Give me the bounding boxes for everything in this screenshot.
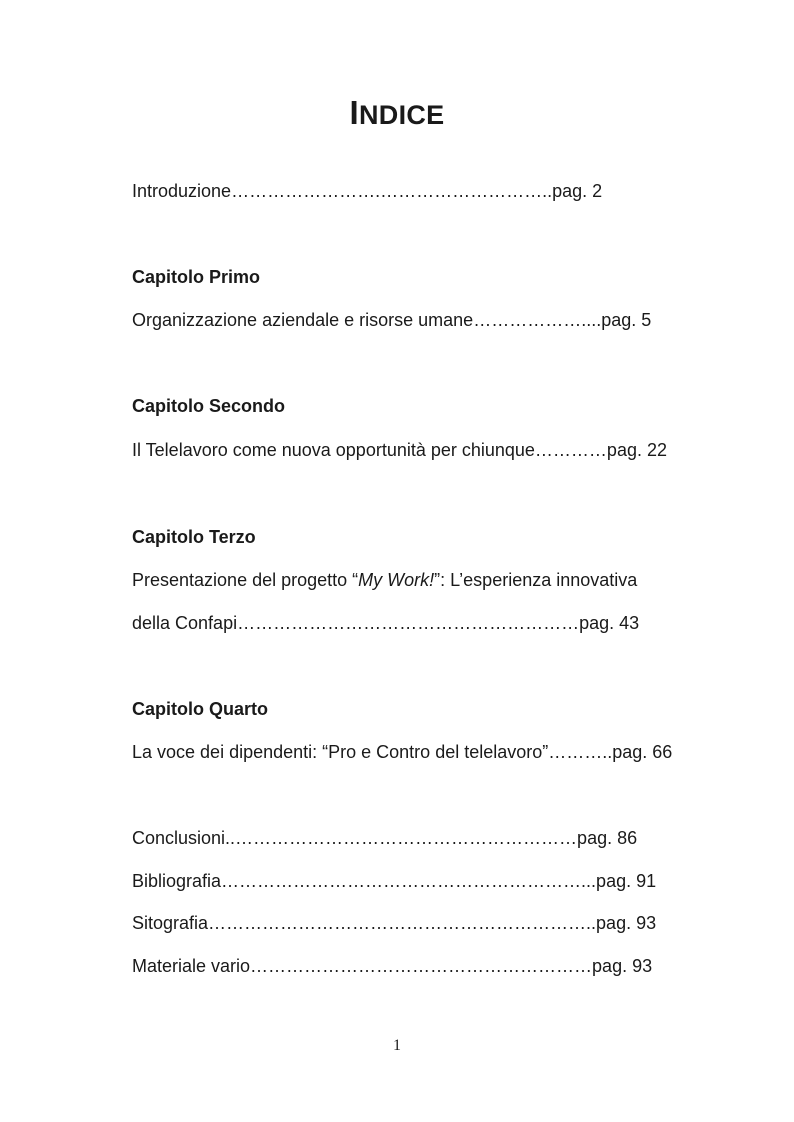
toc-entry-capitolo-3-text-a: Presentazione del progetto “ (132, 570, 359, 590)
page-number: 1 (393, 1037, 401, 1054)
toc-entry-capitolo-1: Organizzazione aziendale e risorse umane………………....pag. 5 (132, 310, 652, 330)
title-initial: I (349, 94, 359, 131)
toc-entry-bibliografia: Bibliografia……………………………………………………...pag. 91 (132, 871, 657, 891)
toc-entry-sitografia: Sitografia………………………………………………………..pag. 93 (132, 913, 657, 933)
toc-entry-conclusioni: Conclusioni..…………………………………………………pag. 86 (132, 828, 638, 848)
toc-entry-capitolo-3-italic: My Work! (358, 570, 435, 590)
toc-entry-capitolo-3 (132, 569, 637, 591)
toc-entry-capitolo-3-text-b: ”: L’esperienza innovativa (434, 570, 638, 590)
toc-entry-capitolo-2: Il Telelavoro come nuova opportunità per chiunque…………pag. 22 (132, 440, 667, 460)
toc-entry-materiale-vario: Materiale vario…………………………………………………pag. 93 (132, 956, 653, 976)
chapter-heading-4: Capitolo Quarto (132, 699, 268, 719)
title-rest: NDICE (358, 100, 445, 130)
page-title (0, 94, 794, 132)
chapter-heading-3: Capitolo Terzo (132, 527, 256, 547)
chapter-heading-2: Capitolo Secondo (132, 396, 285, 416)
toc-entry-capitolo-3-continuation: della Confapi…………………………………………………pag. 43 (132, 613, 640, 633)
toc-entry-introduzione: Introduzione…………………….………………………..pag. 2 (132, 181, 603, 201)
chapter-heading-1: Capitolo Primo (132, 267, 261, 287)
toc-entry-capitolo-4: La voce dei dipendenti: “Pro e Contro del telelavoro”………..pag. 66 (132, 742, 673, 762)
